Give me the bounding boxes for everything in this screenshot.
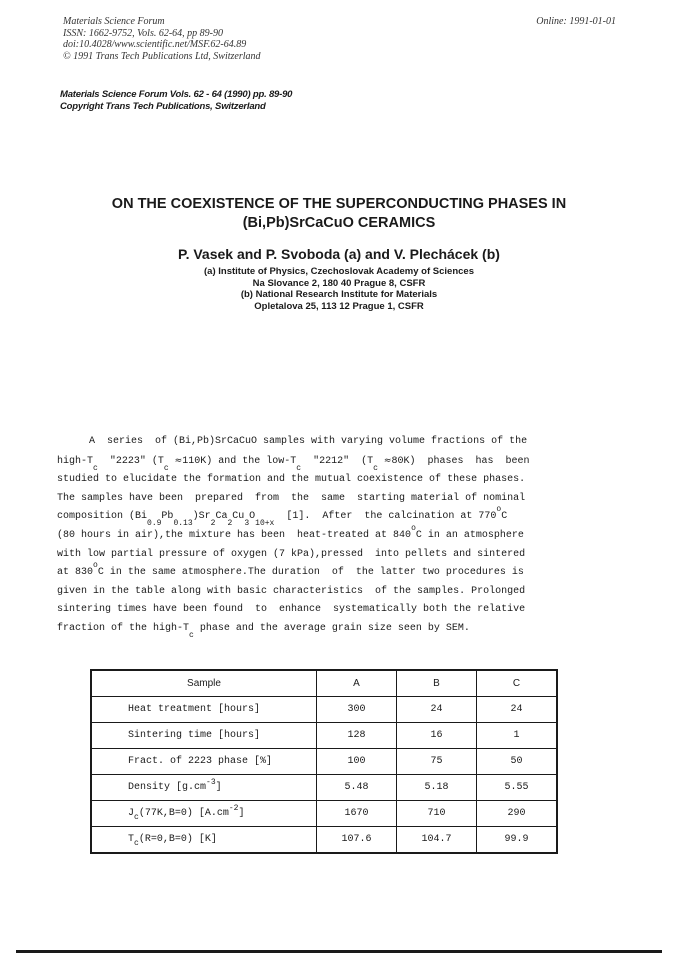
cell-c: 1 [477, 723, 558, 749]
text: "2223" (T [97, 455, 164, 467]
body-line [57, 505, 575, 529]
label-text: (77K,B=0) [A.cm [138, 808, 229, 819]
degree-superscript: o [93, 561, 98, 571]
cell-a: 107.6 [317, 827, 397, 854]
body-line [57, 620, 575, 639]
label-superscript: -2 [228, 804, 239, 813]
cell-c: 290 [477, 801, 558, 827]
text: 80K) phases has been [391, 455, 530, 467]
footer-rule [16, 950, 662, 953]
subscript: c [163, 463, 169, 473]
subscript: c [373, 463, 378, 473]
text: "2212" (T [301, 455, 374, 467]
header-c: C [477, 670, 558, 697]
row-label [91, 801, 317, 827]
text: C in an atmosphere [415, 529, 524, 541]
text: A series of (Bi,Pb)SrCaCuO samples with varying volume fractions of the [89, 436, 528, 447]
text: [1]. After the calcination at 770 [274, 511, 497, 523]
affiliation-line: (a) Institute of Physics, Czechoslovak Academy of Sciences [204, 266, 474, 277]
subscript: 3 [244, 519, 250, 529]
cell-b: 16 [397, 723, 477, 749]
text: given in the table along with basic characteristics of the samples. Prolonged [57, 585, 526, 597]
text: with low partial pressure of oxygen (7 kPa),pressed into pellets and sintered [57, 548, 526, 560]
label-text: Density [g.cm [128, 782, 207, 793]
text: 110K) and the low-T [182, 455, 297, 467]
text: Cu [232, 511, 245, 523]
body-line [57, 561, 575, 583]
affiliation-line: (b) National Research Institute for Materials [240, 289, 438, 300]
affiliations [0, 266, 678, 312]
approx-symbol: ≈ [383, 455, 392, 466]
table-row [91, 801, 557, 827]
journal-copyright: Copyright Trans Tech Publications, Switzerland [60, 101, 266, 112]
text: C [501, 511, 508, 523]
label-text: (R=0,B=0) [K] [138, 834, 217, 845]
text: Pb [161, 511, 174, 523]
cell-c: 99.9 [477, 827, 558, 854]
body-line [57, 583, 575, 602]
online-date: Online: 1991-01-01 [536, 16, 616, 27]
text: phase and the average grain size seen by SEM. [193, 622, 470, 634]
degree-superscript: o [411, 523, 416, 533]
publication-header [63, 16, 261, 62]
table-header-row [91, 670, 557, 697]
journal-reference [60, 89, 292, 113]
header-b: B [397, 670, 477, 697]
body-line [57, 452, 575, 472]
subscript: 2 [210, 519, 216, 529]
cell-a: 128 [317, 723, 397, 749]
text: high-T [57, 455, 94, 467]
body-line [57, 546, 575, 565]
title-line-1: ON THE COEXISTENCE OF THE SUPERCONDUCTING PHASES IN [111, 196, 567, 212]
cell-a: 100 [317, 749, 397, 775]
label-text: ] [238, 808, 245, 819]
title-line-2: (Bi,Pb)SrCaCuO CERAMICS [242, 215, 436, 231]
cell-b: 710 [397, 801, 477, 827]
cell-a: 1670 [317, 801, 397, 827]
cell-b: 5.18 [397, 775, 477, 801]
affiliation-line: Na Slovance 2, 180 40 Prague 8, CSFR [252, 277, 426, 289]
header-line: doi:10.4028/www.scientific.net/MSF.62-64.89 [63, 39, 247, 50]
body-paragraph [57, 433, 575, 639]
subscript: 2 [227, 519, 233, 529]
cell-b: 24 [397, 697, 477, 723]
text: studied to elucidate the formation and the mutual coexistence of these phases. [57, 474, 526, 486]
text: C in the same atmosphere.The duration of the latter two procedures is [97, 567, 524, 579]
subscript: 0.13 [173, 519, 193, 529]
sample-table-container [90, 669, 558, 854]
text: at 830 [57, 567, 94, 579]
table-row [91, 697, 557, 723]
row-label: Heat treatment [hours] [91, 697, 317, 723]
label-text: ] [215, 782, 222, 793]
paper-title [0, 195, 678, 233]
subscript: c [189, 630, 194, 640]
text: fraction of the high-T [57, 622, 190, 634]
row-label [91, 775, 317, 801]
cell-a: 300 [317, 697, 397, 723]
text: O [249, 511, 256, 523]
text: composition (Bi [57, 511, 148, 523]
label-subscript: c [134, 839, 139, 848]
row-label: Fract. of 2223 phase [%] [91, 749, 317, 775]
cell-a: 5.48 [317, 775, 397, 801]
cell-c: 5.55 [477, 775, 558, 801]
table-row [91, 723, 557, 749]
cell-b: 104.7 [397, 827, 477, 854]
cell-c: 24 [477, 697, 558, 723]
text: (80 hours in air),the mixture has been heat-treated at 840 [57, 529, 412, 541]
table-row [91, 749, 557, 775]
label-text: T [128, 834, 135, 845]
text: sintering times have been found to enhance systematically both the relative [57, 604, 526, 616]
table-row [91, 827, 557, 854]
table-row [91, 775, 557, 801]
sample-table [90, 669, 558, 854]
label-subscript: c [134, 813, 139, 822]
label-text: J [128, 808, 135, 819]
authors: P. Vasek and P. Svoboda (a) and V. Plechácek (b) [178, 246, 500, 262]
subscript: 0.9 [147, 519, 162, 529]
subscript: c [296, 463, 302, 473]
text: The samples have been prepared from the same starting material of nominal [57, 492, 526, 504]
text: )Sr [192, 511, 211, 523]
journal-volume: Materials Science Forum Vols. 62 - 64 (1990) pp. 89-90 [60, 89, 293, 100]
degree-superscript: o [496, 505, 502, 515]
row-label: Sintering time [hours] [91, 723, 317, 749]
text: Ca [215, 511, 228, 523]
header-line: ISSN: 1662-9752, Vols. 62-64, pp 89-90 [63, 27, 223, 39]
cell-b: 75 [397, 749, 477, 775]
body-line [57, 433, 575, 452]
cell-c: 50 [477, 749, 558, 775]
approx-symbol: ≈ [174, 455, 183, 466]
body-line [57, 601, 575, 620]
body-line [57, 471, 575, 490]
subscript: c [93, 463, 98, 473]
header-a: A [317, 670, 397, 697]
label-superscript: -3 [206, 778, 216, 787]
row-label [91, 827, 317, 854]
header-sample: Sample [91, 670, 317, 697]
header-line: Materials Science Forum [63, 16, 165, 27]
subscript: 10+x [255, 519, 275, 529]
header-line: © 1991 Trans Tech Publications Ltd, Switzerland [63, 50, 261, 62]
affiliation-line: Opletalova 25, 113 12 Prague 1, CSFR [254, 300, 424, 312]
